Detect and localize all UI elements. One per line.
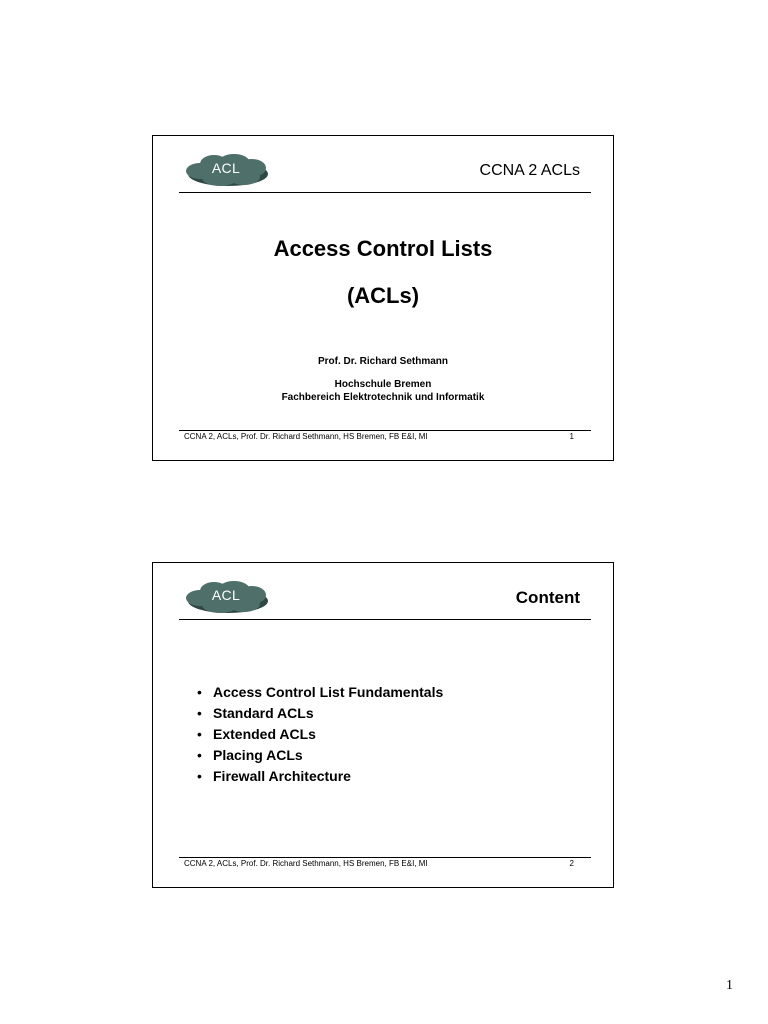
author-name: Prof. Dr. Richard Sethmann [317,356,449,367]
list-item-label: Placing ACLs [213,747,303,763]
page-number: 1 [726,978,733,993]
list-item-label: Standard ACLs [213,705,314,721]
bullet-icon: • [197,747,202,763]
bullet-icon: • [197,705,202,721]
slide-header-title: Content [515,588,580,607]
slide-footer: CCNA 2, ACLs, Prof. Dr. Richard Sethmann, HS Bremen, FB E&I, MI [184,432,428,441]
list-item [197,703,443,724]
department-name: Fachbereich Elektrotechnik und Informatik [281,392,485,403]
slide-header-title: CCNA 2 ACLs [479,162,580,179]
slide-footer: CCNA 2, ACLs, Prof. Dr. Richard Sethmann, HS Bremen, FB E&I, MI [184,859,428,868]
bullet-icon: • [197,768,202,784]
list-item [197,745,443,766]
footer-divider [179,857,591,858]
institution-name: Hochschule Bremen [334,379,432,390]
slide-number: 1 [569,432,574,441]
acl-cloud-logo [182,152,270,190]
slide-number: 2 [569,859,574,868]
footer-divider [179,430,591,431]
slide-1 [152,135,614,461]
bullet-icon: • [197,684,202,700]
list-item-label: Firewall Architecture [213,768,351,784]
acl-cloud-logo [182,579,270,617]
list-item-label: Access Control List Fundamentals [213,684,444,700]
slide-subtitle: (ACLs) [346,283,420,308]
slide-2 [152,562,614,888]
header-divider [179,192,591,193]
header-divider [179,619,591,620]
list-item-label: Extended ACLs [213,726,316,742]
logo-label: ACL [211,587,241,603]
list-item [197,724,443,745]
slide-title: Access Control Lists [273,236,493,261]
institution [153,378,613,404]
bullet-icon: • [197,726,202,742]
logo-label: ACL [211,160,241,176]
list-item [197,682,443,703]
content-list [197,682,443,787]
list-item [197,766,443,787]
